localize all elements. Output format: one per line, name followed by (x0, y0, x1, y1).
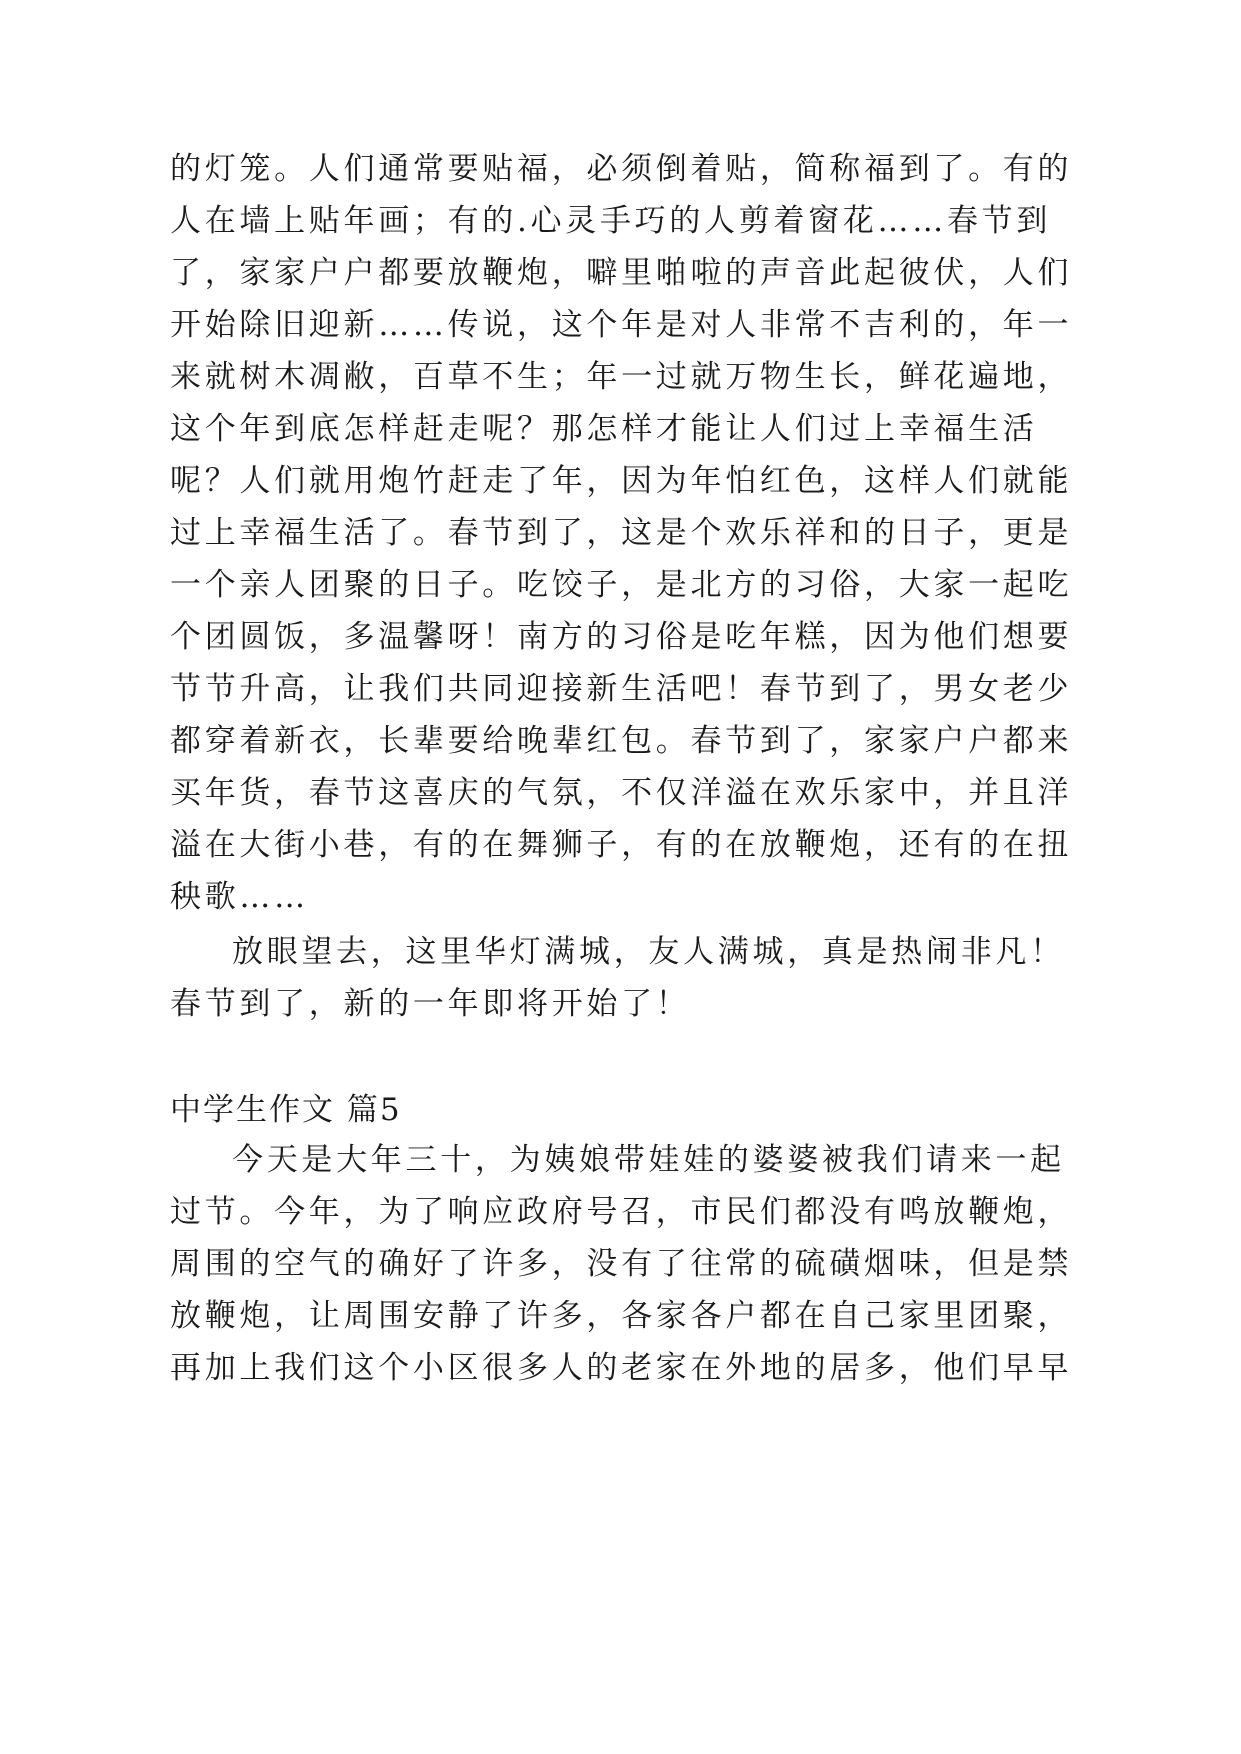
text-line: 的灯笼。人们通常要贴福，必须倒着贴，简称福到了。有的 (170, 151, 1073, 187)
text-line: 春节到了，新的一年即将开始了！ (170, 986, 691, 1022)
text-line: 秧歌…… (170, 879, 309, 915)
text-line: 周围的空气的确好了许多，没有了往常的硫磺烟味，但是禁 (170, 1246, 1073, 1282)
text-line: 来就树木凋敝，百草不生；年一过就万物生长，鲜花遍地， (170, 359, 1073, 395)
text-line: 买年货，春节这喜庆的气氛，不仅洋溢在欢乐家中，并且洋 (170, 775, 1073, 811)
text-line: 了，家家户户都要放鞭炮，噼里啪啦的声音此起彼伏，人们 (170, 255, 1073, 291)
text-line: 溢在大街小巷，有的在舞狮子，有的在放鞭炮，还有的在扭 (170, 827, 1073, 863)
text-line: 一个亲人团聚的日子。吃饺子，是北方的习俗，大家一起吃 (170, 567, 1073, 603)
text-line: 过节。今年，为了响应政府号召，市民们都没有鸣放鞭炮， (170, 1194, 1073, 1230)
text-line: 过上幸福生活了。春节到了，这是个欢乐祥和的日子，更是 (170, 515, 1073, 551)
text-line: 放眼望去，这里华灯满城，友人满城，真是热闹非凡！ (232, 934, 1065, 970)
text-line: 呢？人们就用炮竹赶走了年，因为年怕红色，这样人们就能 (170, 463, 1073, 499)
text-line: 节节升高，让我们共同迎接新生活吧！春节到了，男女老少 (170, 671, 1073, 707)
text-line: 开始除旧迎新……传说，这个年是对人非常不吉利的，年一 (170, 307, 1073, 343)
text-line: 放鞭炮，让周围安静了许多，各家各户都在自己家里团聚， (170, 1298, 1073, 1334)
text-line: 都穿着新衣，长辈要给晚辈红包。春节到了，家家户户都来 (170, 723, 1073, 759)
text-line: 再加上我们这个小区很多人的老家在外地的居多，他们早早 (170, 1350, 1073, 1386)
text-line: 个团圆饭，多温馨呀！南方的习俗是吃年糕，因为他们想要 (170, 619, 1073, 655)
section-heading: 中学生作文 篇5 (170, 1092, 402, 1128)
text-line: 今天是大年三十，为姨娘带娃娃的婆婆被我们请来一起 (232, 1142, 1065, 1178)
text-line: 这个年到底怎样赶走呢？那怎样才能让人们过上幸福生活 (170, 411, 1038, 447)
text-line: 人在墙上贴年画；有的.心灵手巧的人剪着窗花……春节到 (170, 203, 1052, 239)
